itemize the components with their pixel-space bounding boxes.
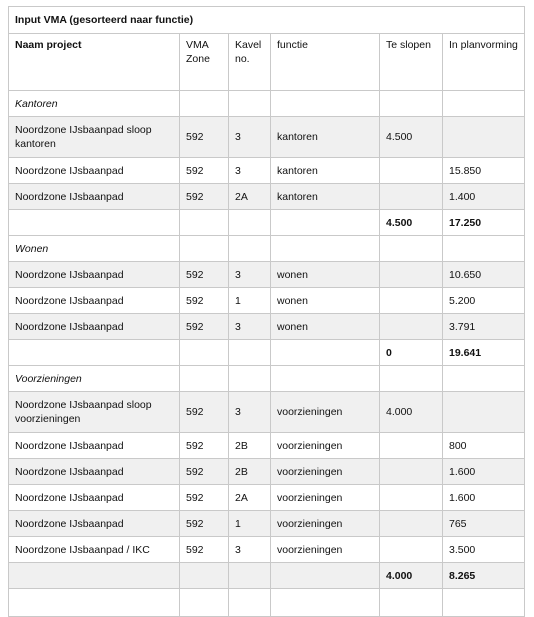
cell-functie: voorzieningen [271,537,380,563]
cell-naam: Noordzone IJsbaanpad [9,511,180,537]
cell-kavel: 3 [229,158,271,184]
section-header-row [9,91,525,117]
table-row [9,158,525,184]
cell-kavel: 2A [229,184,271,210]
cell-zone: 592 [180,433,229,459]
cell-slopen [380,485,443,511]
cell-plan: 1.600 [443,485,525,511]
empty-cell [180,589,229,617]
cell-zone: 592 [180,537,229,563]
empty-cell [229,340,271,366]
cell-kavel: 2B [229,459,271,485]
section-header-row [9,366,525,392]
empty-cell [380,236,443,262]
cell-slopen [380,433,443,459]
table-title: Input VMA (gesorteerd naar functie) [9,7,525,34]
cell-kavel: 2B [229,433,271,459]
cell-slopen: 4.000 [380,392,443,433]
cell-naam: Noordzone IJsbaanpad [9,485,180,511]
empty-cell [271,340,380,366]
table-row [9,262,525,288]
cell-zone: 592 [180,117,229,158]
cell-slopen [380,288,443,314]
total-te-slopen: 0 [380,340,443,366]
cell-zone: 592 [180,511,229,537]
empty-cell [180,91,229,117]
cell-naam: Noordzone IJsbaanpad [9,262,180,288]
section-label: Voorzieningen [9,366,180,392]
cell-plan: 3.500 [443,537,525,563]
cell-slopen: 4.500 [380,117,443,158]
cell-functie: kantoren [271,158,380,184]
empty-cell [229,589,271,617]
cell-functie: voorzieningen [271,392,380,433]
cell-naam: Noordzone IJsbaanpad [9,184,180,210]
cell-functie: wonen [271,262,380,288]
header-in-planvorming: In planvorming [443,34,525,91]
total-te-slopen: 4.000 [380,563,443,589]
empty-cell [9,340,180,366]
total-in-planvorming: 17.250 [443,210,525,236]
cell-kavel: 1 [229,511,271,537]
cell-plan: 800 [443,433,525,459]
cell-naam: Noordzone IJsbaanpad [9,288,180,314]
section-total-row [9,563,525,589]
total-te-slopen: 4.500 [380,210,443,236]
empty-cell [443,236,525,262]
cell-slopen [380,184,443,210]
cell-kavel: 1 [229,288,271,314]
table-row [9,288,525,314]
vma-table [8,6,525,617]
empty-cell [229,91,271,117]
cell-kavel: 3 [229,262,271,288]
section-total-row [9,210,525,236]
blank-row [9,589,525,617]
header-kavel: Kavel no. [229,34,271,91]
cell-zone: 592 [180,459,229,485]
cell-zone: 592 [180,262,229,288]
section-label: Wonen [9,236,180,262]
cell-naam: Noordzone IJsbaanpad [9,158,180,184]
cell-naam: Noordzone IJsbaanpad [9,314,180,340]
header-te-slopen: Te slopen [380,34,443,91]
empty-cell [380,366,443,392]
header-row [9,34,525,91]
empty-cell [271,589,380,617]
empty-cell [271,91,380,117]
cell-naam: Noordzone IJsbaanpad sloop voorzieningen [9,392,180,433]
cell-kavel: 3 [229,537,271,563]
cell-plan: 1.600 [443,459,525,485]
cell-zone: 592 [180,184,229,210]
cell-slopen [380,262,443,288]
empty-cell [229,563,271,589]
table-row [9,117,525,158]
empty-cell [443,589,525,617]
header-functie: functie [271,34,380,91]
cell-functie: voorzieningen [271,511,380,537]
cell-plan: 1.400 [443,184,525,210]
empty-cell [271,236,380,262]
cell-kavel: 2A [229,485,271,511]
table-row [9,392,525,433]
empty-cell [180,340,229,366]
cell-slopen [380,459,443,485]
cell-kavel: 3 [229,314,271,340]
total-in-planvorming: 19.641 [443,340,525,366]
cell-zone: 592 [180,158,229,184]
total-in-planvorming: 8.265 [443,563,525,589]
cell-plan: 765 [443,511,525,537]
vma-table-container [8,6,524,617]
header-naam-project: Naam project [9,34,180,91]
table-row [9,433,525,459]
cell-zone: 592 [180,288,229,314]
cell-zone: 592 [180,392,229,433]
empty-cell [180,366,229,392]
cell-plan: 5.200 [443,288,525,314]
cell-plan: 3.791 [443,314,525,340]
cell-plan [443,117,525,158]
empty-cell [180,236,229,262]
cell-zone: 592 [180,314,229,340]
cell-plan [443,392,525,433]
cell-plan: 15.850 [443,158,525,184]
cell-slopen [380,537,443,563]
cell-kavel: 3 [229,117,271,158]
table-title-row [9,7,525,34]
cell-functie: wonen [271,288,380,314]
cell-kavel: 3 [229,392,271,433]
table-row [9,314,525,340]
empty-cell [9,589,180,617]
empty-cell [180,563,229,589]
cell-zone: 592 [180,485,229,511]
cell-functie: voorzieningen [271,459,380,485]
cell-slopen [380,158,443,184]
section-total-row [9,340,525,366]
cell-naam: Noordzone IJsbaanpad sloop kantoren [9,117,180,158]
cell-functie: kantoren [271,117,380,158]
cell-functie: voorzieningen [271,433,380,459]
cell-functie: kantoren [271,184,380,210]
cell-functie: wonen [271,314,380,340]
empty-cell [380,589,443,617]
empty-cell [271,563,380,589]
empty-cell [443,91,525,117]
table-row [9,511,525,537]
cell-slopen [380,314,443,340]
empty-cell [229,236,271,262]
empty-cell [180,210,229,236]
empty-cell [229,210,271,236]
cell-naam: Noordzone IJsbaanpad [9,459,180,485]
table-row [9,459,525,485]
empty-cell [9,563,180,589]
empty-cell [271,210,380,236]
cell-naam: Noordzone IJsbaanpad [9,433,180,459]
empty-cell [380,91,443,117]
table-row [9,184,525,210]
section-label: Kantoren [9,91,180,117]
empty-cell [229,366,271,392]
empty-cell [9,210,180,236]
empty-cell [271,366,380,392]
table-row [9,485,525,511]
cell-naam: Noordzone IJsbaanpad / IKC [9,537,180,563]
section-header-row [9,236,525,262]
cell-slopen [380,511,443,537]
cell-plan: 10.650 [443,262,525,288]
header-vma-zone: VMA Zone [180,34,229,91]
cell-functie: voorzieningen [271,485,380,511]
empty-cell [443,366,525,392]
table-row [9,537,525,563]
